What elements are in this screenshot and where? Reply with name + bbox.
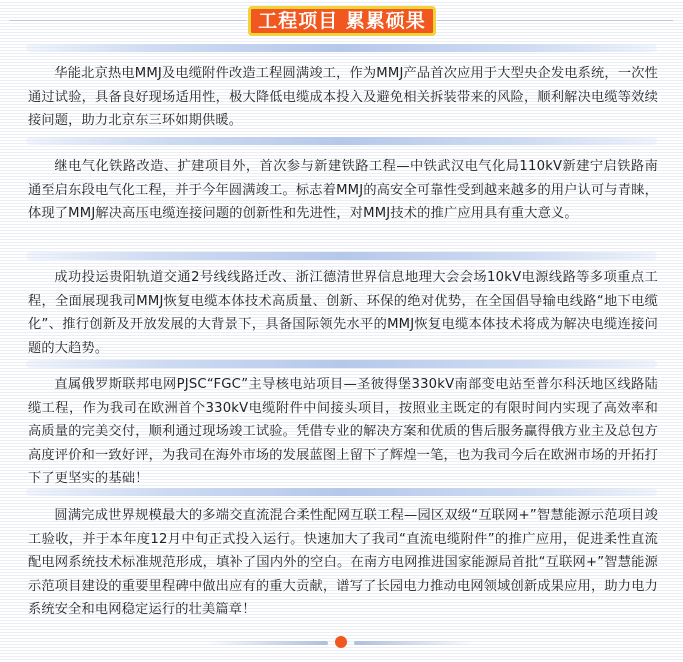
header-divider-right [437,20,673,21]
project-paragraph: 直属俄罗斯联邦电网PJSC“FGC”主导核电站项目—圣彼得堡330kV南部变电站至普尔科沃地区线路陆缆工程，作为我司在欧洲首个330kV电缆附件中间接头项目，按照业主既定的有限时间内实现了高效率和高质量的完美交付，顺利通过现场竣工试验。凭借专业的解决方案和优质的售后服务赢得俄方业主及总包方高度评价和一致好评，为我司在海外市场的发展蓝图上留下了辉煌一笔，也为我司今后在欧洲市场的开拓打下了更坚实的基础！ [28,377,658,486]
paragraph-banner [26,488,657,496]
project-paragraph: 成功投运贵阳轨道交通2号线线路迁改、浙江德清世界信息地理大会会场10kV电源线路等多项重点工程，全面展现我司MMJ恢复电缆本体技术高质量、创新、环保的绝对优势，在全国倡导输电线路“地下电缆化”、推行创新及开放发展的大背景下，具备国际领先水平的MMJ恢复电缆本体技术将成为解决电缆连接问题的大趋势。 [28,270,658,356]
section-header [0,0,683,40]
header-divider-left [10,20,246,21]
footer-dot [335,636,347,648]
paragraph-banner [26,137,657,145]
project-paragraph: 华能北京热电MMJ及电缆附件改造工程圆满竣工，作为MMJ产品首次应用于大型央企发电系统，一次性通过试验，具备良好现场适用性，极大降低电缆成本投入及避免相关拆装带来的风险，顺利解决电缆等效续接问题，助力北京东三环如期供暖。 [28,66,658,128]
project-paragraph: 继电气化铁路改造、扩建项目外，首次参与新建铁路工程—中铁武汉电气化局110kV新建宁启铁路南通至启东段电气化工程，并于今年圆满竣工。标志着MMJ的高安全可靠性受到越来越多的用户认可与青睐，体现了MMJ解决高压电缆连接问题的创新性和先进性，对MMJ技术的推广应用具有重大意义。 [28,159,658,221]
footer-bar-right [354,641,476,645]
project-paragraph: 圆满完成世界规模最大的多端交直流混合柔性配网互联工程—园区双级“互联网+”智慧能源示范项目竣工验收，并于本年度12月中旬正式投入运行。快速加大了我司“直流电缆附件”的推广应用，促进柔性直流配电网系统技术标准规范形成，填补了国内外的空白。在南方电网推进国家能源局首批“互联网+”智慧能源示范项目建设的重要里程碑中做出应有的重大贡献，谱写了长园电力推动电网领域创新成果应用，助力电力系统安全和电网稳定运行的壮美篇章！ [28,508,658,617]
page-title: 工程项目 累累硕果 [248,6,436,36]
paragraph-banner [26,44,657,52]
paragraph-banner [26,252,657,260]
paragraph-banner [26,360,657,368]
footer-bar-left [206,641,328,645]
footer-ornament [0,632,683,652]
